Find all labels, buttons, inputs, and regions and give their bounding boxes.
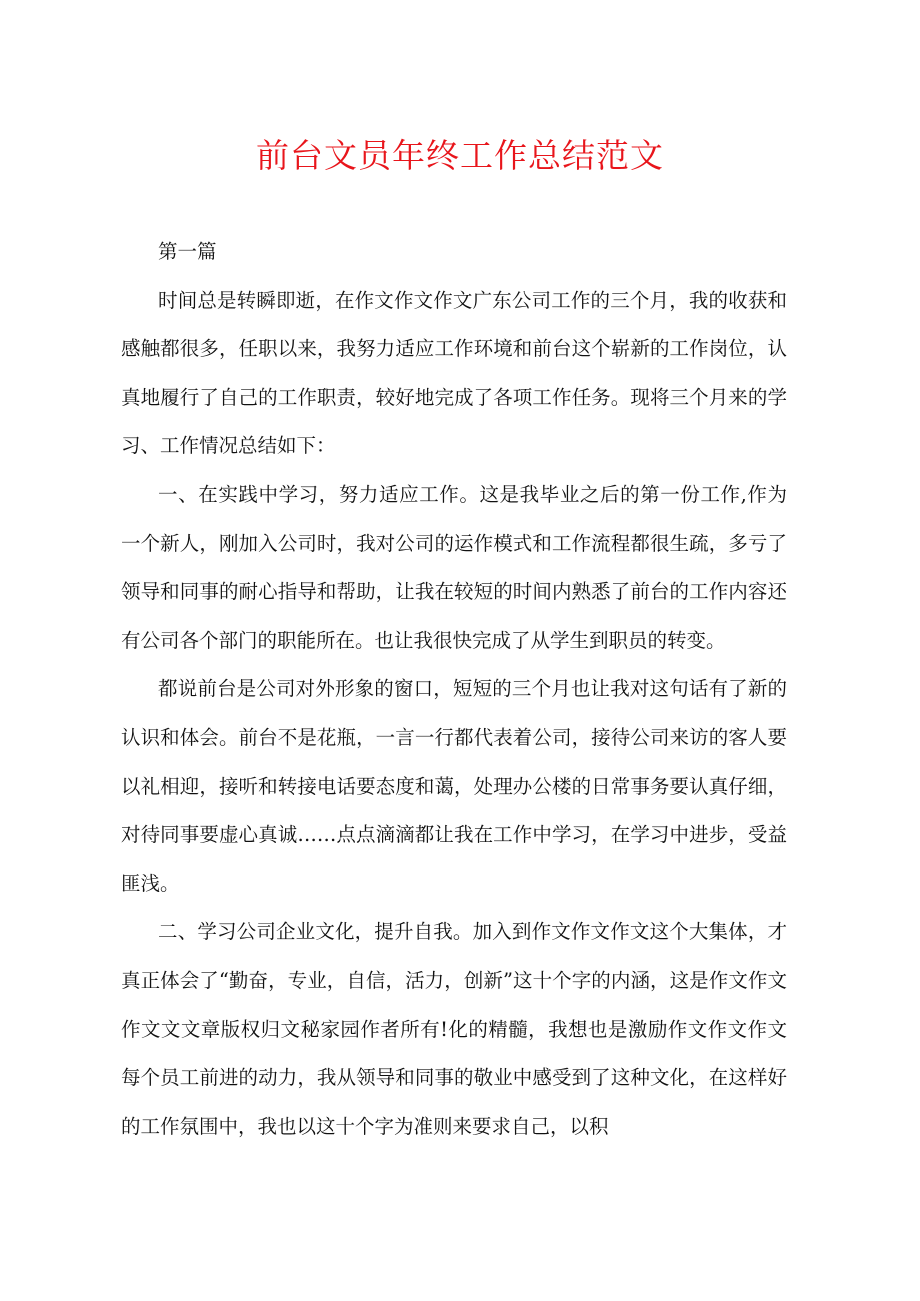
paragraph-point-two: 二、学习公司企业文化，提升自我。加入到作文作文作文这个大集体，才真正体会了“勤奋，专业，自信，活力，创新”这十个字的内涵，这是作文作文作文文文章版权归文秘家园作者所有!化的精髓，我想也是激励作文作文作文每个员工前进的动力，我从领导和同事的敬业中感受到了这种文化，在这样好的工作氛围中，我也以这十个字为准则来要求自己，以积 bbox=[121, 920, 787, 1138]
paragraph-point-one: 一、在实践中学习，努力适应工作。这是我毕业之后的第一份工作,作为一个新人，刚加入公司时，我对公司的运作模式和工作流程都很生疏，多亏了领导和同事的耐心指导和帮助，让我在较短的时间内熟悉了前台的工作内容还有公司各个部门的职能所在。也让我很快完成了从学生到职员的转变。 bbox=[121, 482, 787, 652]
section-heading: 第一篇 bbox=[158, 240, 217, 263]
paragraph-intro: 时间总是转瞬即逝，在作文作文作文广东公司工作的三个月，我的收获和感触都很多，任职以来，我努力适应工作环境和前台这个崭新的工作岗位，认真地履行了自己的工作职责，较好地完成了各项工作任务。现将三个月来的学习、工作情况总结如下： bbox=[121, 288, 787, 458]
paragraph-front-desk: 都说前台是公司对外形象的窗口，短短的三个月也让我对这句话有了新的认识和体会。前台不是花瓶，一言一行都代表着公司，接待公司来访的客人要以礼相迎，接听和转接电话要态度和蔼，处理办公楼的日常事务要认真仔细，对待同事要虚心真诚……点点滴滴都让我在工作中学习，在学习中进步，受益匪浅。 bbox=[121, 677, 787, 895]
document-body bbox=[121, 228, 787, 1151]
document-title: 前台文员年终工作总结范文 bbox=[256, 136, 664, 175]
